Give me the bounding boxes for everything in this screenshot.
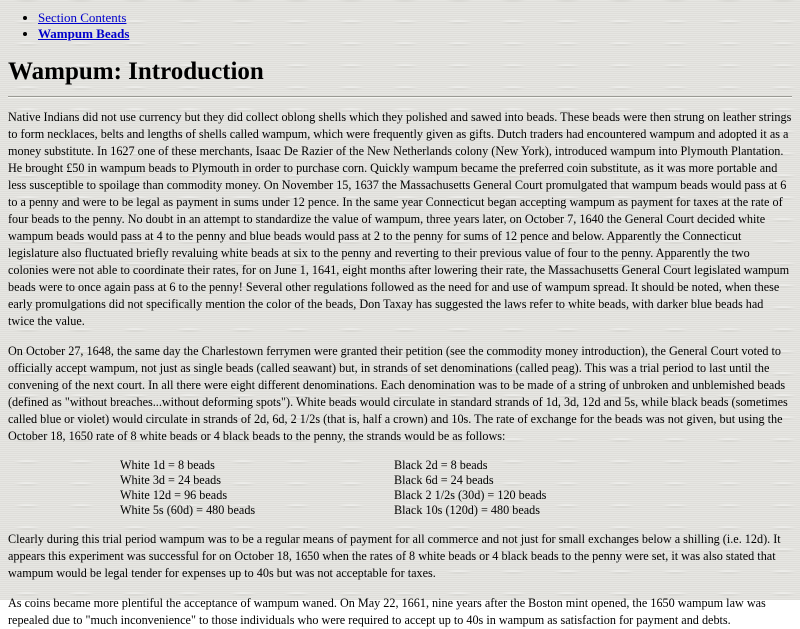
bead-rate-cell-white: White 3d = 24 beads <box>120 473 221 487</box>
divider <box>8 96 792 98</box>
paragraph-denominations: On October 27, 1648, the same day the Charlestown ferrymen were granted their petition (see the commodity money introduction), the General Court voted to officially accept wampum, not just as single beads (called seawant) but, in strands of set denominations (called peag). This was a trial period to last until the convening of the next court. In all there were eight different denominations. Each denomination was to be made of a string of unbroken and unblemished beads (defined as "without breaches...without deforming spots"). White beads would circulate in standard strands of 1d, 3d, 12d and 5s, while black beads (sometimes called blue or violet) would circulate in strands of 2d, 6d, 2 1/2s (that is, half a crown) and 10s. The rate of exchange for the beads was not given, but using the October 18, 1650 rate of 8 white beads or 4 black beads to the penny, the strands would be as follows: <box>8 344 788 443</box>
bead-rate-row <box>120 503 546 518</box>
paragraph-intro: Native Indians did not use currency but they did collect oblong shells which they polished and sawed into beads. These beads were then strung on leather strings to form necklaces, belts and lengths of shells called wampum, which were frequently given as gifts. Dutch traders had encountered wampum and adopted it as a money substitute. In 1627 one of these merchants, Isaac De Razier of the New Netherlands colony (New York), introduced wampum into Plymouth Plantation. He brought £50 in wampum beads to Plymouth in order to purchase corn. Quickly wampum became the preferred coin substitute, as it was more portable and less susceptible to spoilage than commodity money. On November 15, 1637 the Massachusetts General Court promulgated that wampum beads would pass at 6 to a penny and were to be legal as payment in sums under 12 pence. In the same year Connecticut began accepting wampum as payment for taxes at the rate of four beads to the penny. No doubt in an attempt to standardize the value of wampum, three years later, on October 7, 1640 the General Court decided white wampum beads would pass at 4 to the penny and blue beads would pass at 2 to the penny for sums of 12 pence and below. Apparently the Connecticut legislature also fluctuated briefly revaluing white beads at six to the penny and reverting to their previous value of four to the penny. Apparently the two colonies were not able to coordinate their rates, for on June 1, 1641, eight months after lowering their rate, the Massachusetts General Court legislated wampum beads were to once again pass at 6 to the penny! Several other regulations followed as the need for and use of wampum spread. It should be noted, when these early promulgations did not specifically mention the color of the beads, Don Taxay has suggested the laws refer to white beads, with darker blue beads had twice the value. <box>8 110 792 328</box>
bead-rate-row <box>120 488 546 503</box>
page-title: Wampum: Introduction <box>8 58 264 85</box>
bead-rate-cell-white: White 5s (60d) = 480 beads <box>120 503 256 517</box>
bead-rate-cell-white: White 1d = 8 beads <box>120 458 215 472</box>
paragraph-trial-period: Clearly during this trial period wampum was to be a regular means of payment for all commerce and not just for small exchanges below a shilling (i.e. 12d). It appears this experiment was successful for on October 18, 1650 when the rates of 8 white beads or 4 black beads to the penny were set, it was also stated that wampum would be legal tender for expenses up to 40s but was not acceptable for taxes. <box>8 532 781 580</box>
bead-rate-table <box>120 458 546 518</box>
nav-list-item <box>38 10 792 26</box>
bead-rate-cell-white: White 12d = 96 beads <box>120 488 228 502</box>
nav-link-wampum-beads[interactable]: Wampum Beads <box>38 26 130 41</box>
bead-rate-cell-black: Black 6d = 24 beads <box>394 473 494 487</box>
bead-rate-cell-black: Black 2d = 8 beads <box>394 458 488 472</box>
nav-list-item <box>38 26 792 42</box>
bead-rate-cell-black: Black 10s (120d) = 480 beads <box>394 503 540 517</box>
nav-link-section-contents[interactable]: Section Contents <box>38 10 127 25</box>
paragraph-repeal: As coins became more plentiful the acceptance of wampum waned. On May 22, 1661, nine years after the Boston mint opened, the 1650 wampum law was repealed due to "much inconvenience" to those individuals who were required to accept up to 40s in wampum as satisfaction for payment and debts. <box>8 596 766 627</box>
bead-rate-row <box>120 458 546 473</box>
bead-rate-cell-black: Black 2 1/2s (30d) = 120 beads <box>394 488 547 502</box>
top-nav-list <box>8 10 792 42</box>
bead-rate-row <box>120 473 546 488</box>
